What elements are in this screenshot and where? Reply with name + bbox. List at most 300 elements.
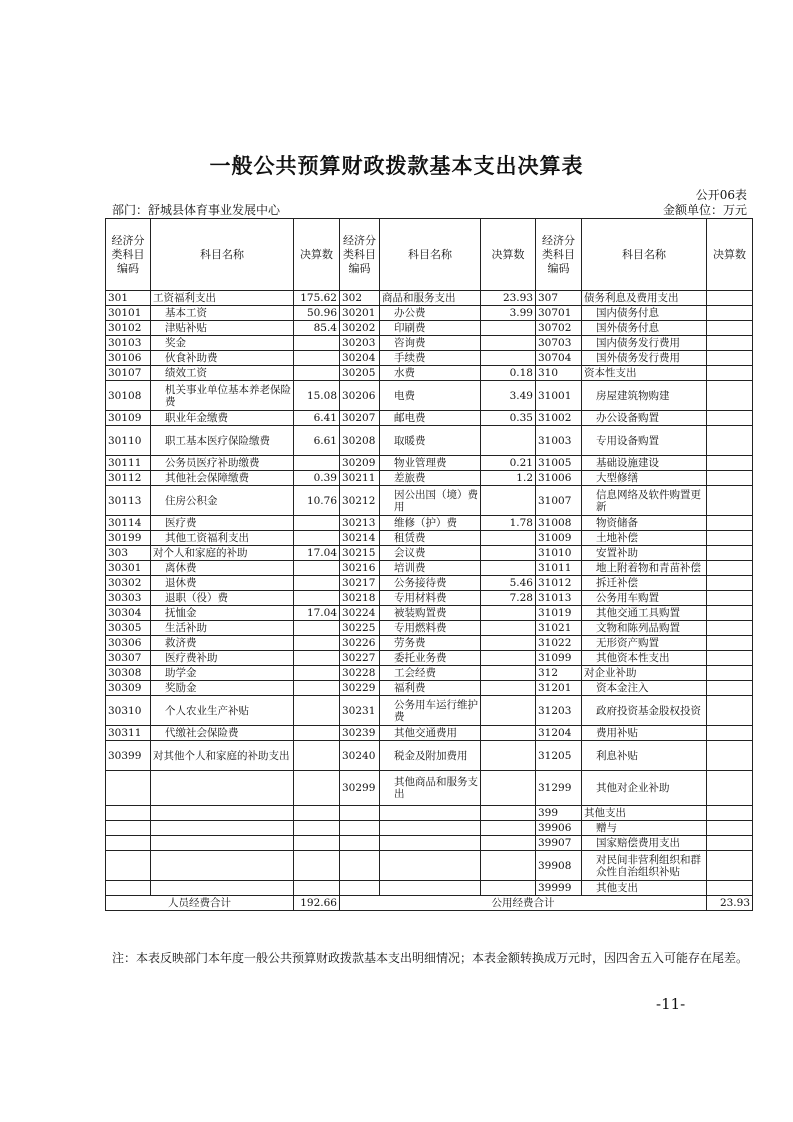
cell-amount: [481, 881, 536, 896]
cell-item-name: 地上附着物和青苗补偿: [582, 561, 707, 576]
cell-amount: [481, 836, 536, 851]
cell-item-name: 住房公积金: [151, 486, 294, 516]
cell-amount: [481, 821, 536, 836]
cell-code: 31021: [536, 621, 582, 636]
cell-amount: [481, 531, 536, 546]
cell-code: 30218: [340, 591, 380, 606]
cell-code: 30113: [106, 486, 151, 516]
cell-item-name: 职业年金缴费: [151, 411, 294, 426]
cell-item-name: 离休费: [151, 561, 294, 576]
cell-amount: [294, 366, 340, 381]
cell-item-name: 安置补助: [582, 546, 707, 561]
cell-code: 30203: [340, 336, 380, 351]
cell-amount: [294, 561, 340, 576]
cell-code: 30239: [340, 726, 380, 741]
cell-amount: [707, 531, 753, 546]
cell-item-name: [151, 771, 294, 806]
cell-amount: [294, 881, 340, 896]
table-row: [106, 681, 753, 696]
cell-code: 31006: [536, 471, 582, 486]
cell-item-name: 咨询费: [380, 336, 481, 351]
cell-code: 31204: [536, 726, 582, 741]
cell-amount: [481, 851, 536, 881]
cell-item-name: 办公设备购置: [582, 411, 707, 426]
header-code: 经济分类科目编码: [106, 219, 151, 291]
cell-item-name: [151, 806, 294, 821]
cell-amount: 0.21: [481, 456, 536, 471]
cell-code: 30303: [106, 591, 151, 606]
cell-item-name: 其他支出: [582, 806, 707, 821]
cell-item-name: 费用补贴: [582, 726, 707, 741]
cell-item-name: 维修（护）费: [380, 516, 481, 531]
cell-amount: [707, 471, 753, 486]
cell-item-name: 其他支出: [582, 881, 707, 896]
cell-amount: 50.96: [294, 306, 340, 321]
cell-item-name: 拆迁补偿: [582, 576, 707, 591]
cell-item-name: 水费: [380, 366, 481, 381]
cell-code: 31019: [536, 606, 582, 621]
cell-code: 30309: [106, 681, 151, 696]
personnel-total-value: 192.66: [294, 896, 340, 911]
cell-amount: [707, 636, 753, 651]
cell-item-name: 机关事业单位基本养老保险费: [151, 381, 294, 411]
cell-amount: [294, 591, 340, 606]
cell-amount: [707, 561, 753, 576]
table-row: [106, 821, 753, 836]
cell-code: 30216: [340, 561, 380, 576]
cell-item-name: 资本性支出: [582, 366, 707, 381]
cell-item-name: 税金及附加费用: [380, 741, 481, 771]
cell-code: 30701: [536, 306, 582, 321]
cell-item-name: 印刷费: [380, 321, 481, 336]
cell-code: 30114: [106, 516, 151, 531]
cell-amount: [481, 426, 536, 456]
table-row: [106, 696, 753, 726]
cell-code: [106, 821, 151, 836]
cell-amount: [294, 516, 340, 531]
cell-code: 30208: [340, 426, 380, 456]
cell-item-name: 对个人和家庭的补助: [151, 546, 294, 561]
cell-amount: [707, 546, 753, 561]
cell-amount: [294, 771, 340, 806]
cell-code: 31003: [536, 426, 582, 456]
table-row: [106, 546, 753, 561]
cell-code: [340, 881, 380, 896]
cell-code: 307: [536, 291, 582, 306]
cell-code: 30103: [106, 336, 151, 351]
cell-item-name: 邮电费: [380, 411, 481, 426]
table-row: [106, 366, 753, 381]
cell-code: 302: [340, 291, 380, 306]
cell-code: 30307: [106, 651, 151, 666]
cell-code: 39908: [536, 851, 582, 881]
cell-amount: [294, 456, 340, 471]
header-code: 经济分类科目编码: [536, 219, 582, 291]
cell-code: [106, 851, 151, 881]
cell-code: 31205: [536, 741, 582, 771]
public-total-value: 23.93: [707, 896, 753, 911]
cell-code: 310: [536, 366, 582, 381]
cell-amount: 6.61: [294, 426, 340, 456]
cell-item-name: 国外债务付息: [582, 321, 707, 336]
cell-amount: 3.99: [481, 306, 536, 321]
cell-code: 312: [536, 666, 582, 681]
cell-item-name: 专用燃料费: [380, 621, 481, 636]
totals-row: [106, 896, 753, 911]
cell-code: 31011: [536, 561, 582, 576]
cell-code: 31008: [536, 516, 582, 531]
cell-amount: 15.08: [294, 381, 340, 411]
cell-code: [340, 806, 380, 821]
cell-code: 30213: [340, 516, 380, 531]
cell-item-name: 政府投资基金股权投资: [582, 696, 707, 726]
cell-code: 30301: [106, 561, 151, 576]
cell-amount: 3.49: [481, 381, 536, 411]
cell-item-name: [151, 881, 294, 896]
cell-code: 30112: [106, 471, 151, 486]
cell-item-name: 房屋建筑物购建: [582, 381, 707, 411]
cell-amount: 23.93: [481, 291, 536, 306]
table-row: [106, 621, 753, 636]
cell-item-name: 债务利息及费用支出: [582, 291, 707, 306]
cell-item-name: 利息补贴: [582, 741, 707, 771]
cell-code: 30106: [106, 351, 151, 366]
cell-code: 30211: [340, 471, 380, 486]
cell-item-name: 赠与: [582, 821, 707, 836]
cell-amount: [707, 291, 753, 306]
cell-amount: [707, 351, 753, 366]
cell-code: 30308: [106, 666, 151, 681]
cell-item-name: 手续费: [380, 351, 481, 366]
cell-item-name: 对企业补助: [582, 666, 707, 681]
cell-amount: [294, 336, 340, 351]
cell-code: 30702: [536, 321, 582, 336]
cell-amount: [707, 681, 753, 696]
cell-item-name: 个人农业生产补贴: [151, 696, 294, 726]
cell-amount: [481, 321, 536, 336]
cell-amount: 0.39: [294, 471, 340, 486]
cell-code: 30399: [106, 741, 151, 771]
table-row: [106, 666, 753, 681]
cell-amount: [707, 806, 753, 821]
cell-code: 30229: [340, 681, 380, 696]
table-row: [106, 381, 753, 411]
table-row: [106, 321, 753, 336]
cell-code: 31022: [536, 636, 582, 651]
cell-amount: [707, 366, 753, 381]
cell-code: 30226: [340, 636, 380, 651]
cell-code: 30224: [340, 606, 380, 621]
cell-code: 30107: [106, 366, 151, 381]
cell-amount: 17.04: [294, 606, 340, 621]
cell-code: 30212: [340, 486, 380, 516]
cell-amount: [481, 606, 536, 621]
cell-item-name: 奖金: [151, 336, 294, 351]
cell-code: 30704: [536, 351, 582, 366]
cell-code: 31099: [536, 651, 582, 666]
cell-code: 30231: [340, 696, 380, 726]
page-number: -11-: [656, 995, 686, 1013]
cell-amount: [294, 576, 340, 591]
cell-amount: [481, 806, 536, 821]
cell-code: 30101: [106, 306, 151, 321]
header-amount: 决算数: [294, 219, 340, 291]
cell-item-name: 奖励金: [151, 681, 294, 696]
cell-item-name: 其他交通工具购置: [582, 606, 707, 621]
cell-amount: [707, 321, 753, 336]
cell-code: 39907: [536, 836, 582, 851]
cell-amount: [707, 336, 753, 351]
cell-code: 31012: [536, 576, 582, 591]
table-row: [106, 851, 753, 881]
cell-item-name: 文物和陈列品购置: [582, 621, 707, 636]
cell-item-name: 对民间非营利组织和群众性自治组织补贴: [582, 851, 707, 881]
cell-item-name: 其他商品和服务支出: [380, 771, 481, 806]
cell-amount: [707, 881, 753, 896]
cell-amount: [707, 456, 753, 471]
cell-code: 30204: [340, 351, 380, 366]
cell-amount: [481, 696, 536, 726]
cell-amount: [481, 636, 536, 651]
cell-amount: [481, 621, 536, 636]
cell-item-name: 公务用车购置: [582, 591, 707, 606]
cell-item-name: 差旅费: [380, 471, 481, 486]
cell-item-name: [380, 851, 481, 881]
cell-code: 30228: [340, 666, 380, 681]
cell-item-name: [380, 806, 481, 821]
cell-item-name: 公务接待费: [380, 576, 481, 591]
footnote: 注：本表反映部门本年度一般公共预算财政拨款基本支出明细情况；本表金额转换成万元时，因四舍五入可能存在尾差。: [112, 951, 749, 965]
cell-amount: [481, 561, 536, 576]
cell-amount: [294, 651, 340, 666]
table-row: [106, 741, 753, 771]
cell-code: 31009: [536, 531, 582, 546]
cell-amount: [707, 606, 753, 621]
department-label: 部门：舒城县体育事业发展中心: [112, 203, 281, 217]
cell-amount: [707, 591, 753, 606]
cell-amount: [707, 381, 753, 411]
cell-code: [340, 821, 380, 836]
cell-code: 30311: [106, 726, 151, 741]
cell-amount: [707, 726, 753, 741]
cell-amount: [481, 681, 536, 696]
cell-item-name: 退职（役）费: [151, 591, 294, 606]
cell-amount: 1.78: [481, 516, 536, 531]
cell-code: 30306: [106, 636, 151, 651]
header-name: 科目名称: [380, 219, 481, 291]
cell-amount: [481, 486, 536, 516]
table-row: [106, 651, 753, 666]
cell-amount: 7.28: [481, 591, 536, 606]
cell-item-name: 劳务费: [380, 636, 481, 651]
public-total-label: 公用经费合计: [340, 896, 707, 911]
header-name: 科目名称: [151, 219, 294, 291]
cell-item-name: 专用材料费: [380, 591, 481, 606]
cell-code: 39906: [536, 821, 582, 836]
cell-item-name: 救济费: [151, 636, 294, 651]
cell-code: 31203: [536, 696, 582, 726]
cell-amount: [294, 741, 340, 771]
table-row: [106, 881, 753, 896]
cell-item-name: 基础设施建设: [582, 456, 707, 471]
cell-amount: 0.18: [481, 366, 536, 381]
cell-code: 31002: [536, 411, 582, 426]
cell-code: [340, 836, 380, 851]
cell-amount: [707, 411, 753, 426]
cell-amount: [707, 486, 753, 516]
cell-amount: [481, 651, 536, 666]
cell-code: 30225: [340, 621, 380, 636]
cell-item-name: 国家赔偿费用支出: [582, 836, 707, 851]
cell-amount: [707, 836, 753, 851]
cell-code: 31013: [536, 591, 582, 606]
table-header-row: [106, 219, 753, 291]
cell-code: 30206: [340, 381, 380, 411]
cell-item-name: [380, 881, 481, 896]
cell-item-name: 商品和服务支出: [380, 291, 481, 306]
cell-code: 30227: [340, 651, 380, 666]
cell-item-name: [380, 821, 481, 836]
cell-code: 30108: [106, 381, 151, 411]
table-row: [106, 411, 753, 426]
table-row: [106, 636, 753, 651]
cell-code: 30302: [106, 576, 151, 591]
table-row: [106, 806, 753, 821]
cell-code: 30304: [106, 606, 151, 621]
cell-item-name: 职工基本医疗保险缴费: [151, 426, 294, 456]
cell-amount: [707, 651, 753, 666]
table-row: [106, 486, 753, 516]
cell-item-name: 取暖费: [380, 426, 481, 456]
cell-item-name: 其他交通费用: [380, 726, 481, 741]
cell-item-name: 其他社会保障缴费: [151, 471, 294, 486]
cell-item-name: 资本金注入: [582, 681, 707, 696]
cell-code: 30305: [106, 621, 151, 636]
cell-item-name: 基本工资: [151, 306, 294, 321]
cell-item-name: 因公出国（境）费用: [380, 486, 481, 516]
cell-item-name: 委托业务费: [380, 651, 481, 666]
cell-code: 30205: [340, 366, 380, 381]
cell-amount: [294, 621, 340, 636]
cell-code: 30109: [106, 411, 151, 426]
cell-item-name: 无形资产购置: [582, 636, 707, 651]
cell-item-name: 公务用车运行维护费: [380, 696, 481, 726]
cell-amount: [481, 741, 536, 771]
table-row: [106, 426, 753, 456]
cell-amount: [294, 726, 340, 741]
cell-code: 30207: [340, 411, 380, 426]
cell-amount: [294, 636, 340, 651]
cell-item-name: 会议费: [380, 546, 481, 561]
cell-code: [106, 771, 151, 806]
cell-amount: 10.76: [294, 486, 340, 516]
cell-amount: [707, 666, 753, 681]
table-row: [106, 591, 753, 606]
cell-code: 30201: [340, 306, 380, 321]
cell-item-name: 医疗费补助: [151, 651, 294, 666]
cell-item-name: 抚恤金: [151, 606, 294, 621]
cell-item-name: 办公费: [380, 306, 481, 321]
cell-amount: [481, 351, 536, 366]
cell-code: [340, 851, 380, 881]
cell-item-name: 退休费: [151, 576, 294, 591]
cell-amount: [707, 696, 753, 726]
cell-code: 30199: [106, 531, 151, 546]
table-row: [106, 836, 753, 851]
cell-code: 30299: [340, 771, 380, 806]
cell-code: 39999: [536, 881, 582, 896]
expenditure-table: [105, 218, 753, 911]
form-number: 公开06表: [695, 188, 747, 202]
cell-amount: [294, 681, 340, 696]
header-name: 科目名称: [582, 219, 707, 291]
cell-amount: 0.35: [481, 411, 536, 426]
header-amount: 决算数: [481, 219, 536, 291]
cell-item-name: 津贴补贴: [151, 321, 294, 336]
cell-item-name: [380, 836, 481, 851]
cell-code: 30240: [340, 741, 380, 771]
cell-amount: [294, 696, 340, 726]
cell-item-name: 医疗费: [151, 516, 294, 531]
cell-item-name: [151, 836, 294, 851]
table-row: [106, 576, 753, 591]
cell-code: 30217: [340, 576, 380, 591]
cell-code: 30215: [340, 546, 380, 561]
cell-item-name: 福利费: [380, 681, 481, 696]
cell-item-name: 物资储备: [582, 516, 707, 531]
cell-amount: [707, 821, 753, 836]
cell-item-name: [151, 851, 294, 881]
cell-code: 301: [106, 291, 151, 306]
table-row: [106, 606, 753, 621]
cell-amount: [294, 806, 340, 821]
page-title: 一般公共预算财政拨款基本支出决算表: [209, 153, 584, 178]
cell-item-name: 国外债务发行费用: [582, 351, 707, 366]
table-row: [106, 561, 753, 576]
cell-item-name: 被装购置费: [380, 606, 481, 621]
cell-item-name: 土地补偿: [582, 531, 707, 546]
amount-unit-label: 金额单位：万元: [662, 203, 747, 217]
table-row: [106, 351, 753, 366]
cell-code: 30111: [106, 456, 151, 471]
header-amount: 决算数: [707, 219, 753, 291]
cell-amount: 85.4: [294, 321, 340, 336]
cell-item-name: 其他资本性支出: [582, 651, 707, 666]
personnel-total-label: 人员经费合计: [106, 896, 294, 911]
cell-item-name: 培训费: [380, 561, 481, 576]
header-code: 经济分类科目编码: [340, 219, 380, 291]
cell-item-name: 其他对企业补助: [582, 771, 707, 806]
table-row: [106, 471, 753, 486]
cell-code: 30310: [106, 696, 151, 726]
cell-amount: [294, 851, 340, 881]
cell-item-name: 国内债务付息: [582, 306, 707, 321]
cell-amount: [481, 666, 536, 681]
cell-item-name: 租赁费: [380, 531, 481, 546]
cell-code: 31201: [536, 681, 582, 696]
cell-item-name: 代缴社会保险费: [151, 726, 294, 741]
cell-item-name: 大型修缮: [582, 471, 707, 486]
cell-item-name: 伙食补助费: [151, 351, 294, 366]
cell-amount: 1.2: [481, 471, 536, 486]
cell-code: 31007: [536, 486, 582, 516]
cell-code: 303: [106, 546, 151, 561]
cell-amount: [481, 336, 536, 351]
cell-code: 31299: [536, 771, 582, 806]
cell-item-name: 信息网络及软件购置更新: [582, 486, 707, 516]
cell-amount: 17.04: [294, 546, 340, 561]
cell-code: [106, 806, 151, 821]
